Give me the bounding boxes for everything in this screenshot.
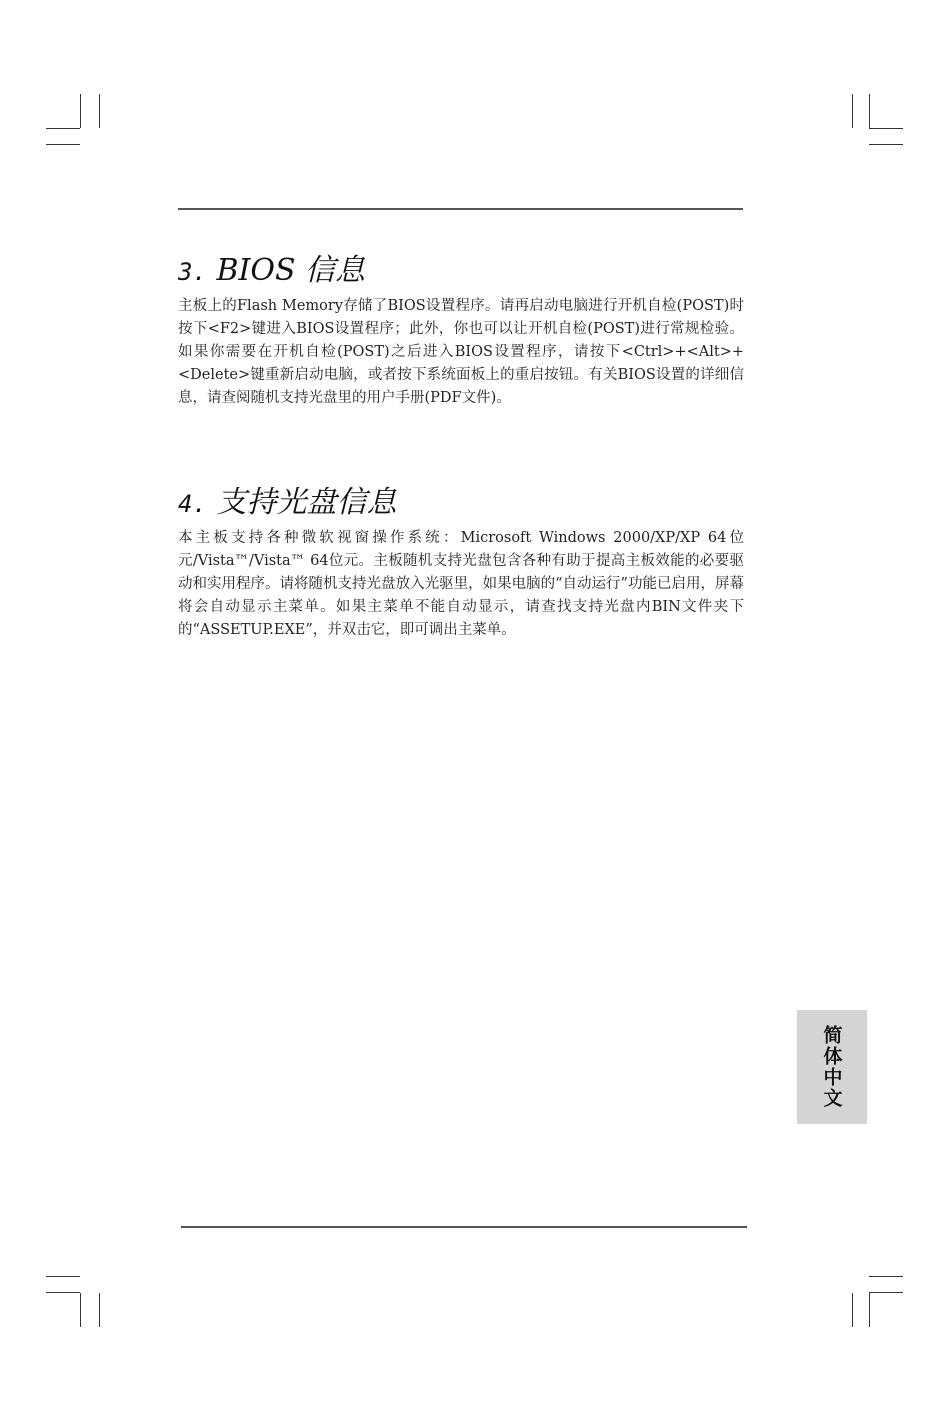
section-title: BIOS 信息 — [216, 253, 366, 288]
section-support-cd-info — [178, 484, 744, 642]
crop-mark — [869, 1292, 903, 1293]
section-number: 3. — [178, 258, 207, 286]
language-tab — [797, 1010, 867, 1124]
section-heading — [178, 484, 744, 523]
section-title: 支持光盘信息 — [216, 485, 397, 520]
crop-mark — [852, 94, 853, 128]
crop-mark — [46, 128, 80, 129]
crop-mark — [99, 1293, 100, 1327]
section-heading — [178, 252, 744, 291]
crop-mark — [46, 144, 80, 145]
language-tab-label: 简体中文 — [820, 1025, 843, 1109]
section-bios-info — [178, 252, 744, 410]
footer-rule — [181, 1226, 747, 1228]
crop-mark — [46, 1292, 80, 1293]
crop-mark — [80, 94, 81, 128]
crop-mark — [852, 1293, 853, 1327]
crop-mark — [869, 1276, 903, 1277]
header-rule — [178, 208, 743, 210]
crop-mark — [80, 1293, 81, 1327]
section-body: 本主板支持各种微软视窗操作系统：Microsoft Windows 2000/XP/XP 64位元/Vista™/Vista™ 64位元。主板随机支持光盘包含各种有助于提高主板效能的必要驱动和实用程序。请将随机支持光盘放入光驱里，如果电脑的“自动运行”功能已启用，屏幕将会自动显示主菜单。如果主菜单不能自动显示，请查找支持光盘内BIN文件夹下的“ASSETUP.EXE”，并双击它，即可调出主菜单。 — [178, 530, 744, 638]
crop-mark — [869, 128, 903, 129]
crop-mark — [869, 94, 870, 128]
section-number: 4. — [178, 490, 207, 518]
crop-mark — [46, 1276, 80, 1277]
crop-mark — [99, 94, 100, 128]
section-body: 主板上的Flash Memory存储了BIOS设置程序。请再启动电脑进行开机自检(POST)时按下<F2>键进入BIOS设置程序；此外，你也可以让开机自检(POST)进行常规检验。如果你需要在开机自检(POST)之后进入BIOS设置程序，请按下<Ctrl>+<Alt>+<Delete>键重新启动电脑，或者按下系统面板上的重启按钮。有关BIOS设置的详细信息，请查阅随机支持光盘里的用户手册(PDF文件)。 — [178, 298, 744, 406]
crop-mark — [869, 1293, 870, 1327]
crop-mark — [869, 144, 903, 145]
